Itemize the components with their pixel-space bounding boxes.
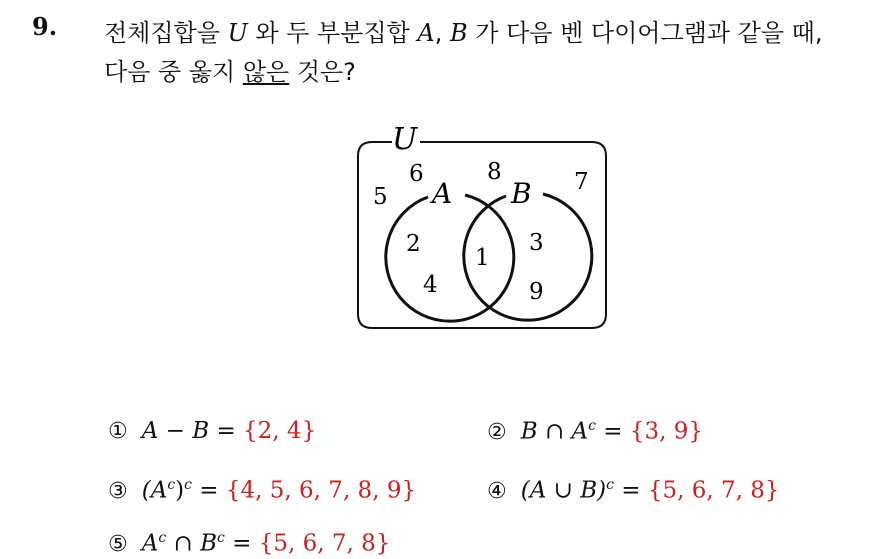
element-9: 9 [529, 279, 544, 305]
question-text-line-2: 다음 중 옳지 않은 것은? [104, 58, 356, 86]
option-2[interactable]: ② B ∩ $A^c = \{3$, 9} [487, 418, 704, 445]
element-6: 6 [409, 161, 424, 187]
var-b: B [450, 19, 468, 47]
option-mark: ⑤ [108, 531, 128, 557]
option-3[interactable]: ③ $(A^c)^c = \{4$, 5, 6, 7, 8, 9} [108, 477, 417, 504]
element-7: 7 [574, 169, 589, 195]
element-8: 8 [487, 159, 502, 185]
var-u: U [227, 19, 248, 47]
element-1: 1 [475, 245, 490, 271]
element-5: 5 [373, 184, 388, 210]
question-number: 9. [32, 12, 58, 41]
element-3: 3 [529, 230, 544, 256]
option-set: {2, 4} [243, 418, 317, 444]
element-4: 4 [423, 272, 438, 298]
set-b-label: B [511, 177, 532, 210]
var-a: A [417, 19, 435, 47]
option-5[interactable]: ⑤ $A^c$ ∩ $B^c = \{5$, 6, 7, 8} [108, 530, 391, 557]
set-a-circle [386, 195, 514, 321]
option-mark: ① [108, 419, 128, 444]
universal-set-label: U [392, 122, 418, 157]
option-set: {4, 5, 6, 7, 8, 9} [225, 477, 417, 504]
option-mark: ③ [108, 478, 128, 504]
option-set: {5, 6, 7, 8} [647, 477, 780, 504]
question-text-line-1: 전체집합을 U 와 두 부분집합 A, B 가 다음 벤 다이어그램과 같을 때, [104, 19, 823, 47]
option-mark: ④ [487, 478, 507, 504]
set-a-label: A [432, 177, 453, 210]
option-set: {3, 9} [629, 418, 704, 445]
element-2: 2 [406, 231, 421, 257]
option-4[interactable]: ④ (A ∪ B)$^c$ = {5, 6, 7, 8} [487, 477, 780, 504]
option-1[interactable]: ① A − B = {2, 4} [108, 418, 317, 444]
underlined-word: 않은 [242, 58, 290, 86]
option-set: {5, 6, 7, 8} [258, 530, 391, 557]
option-mark: ② [487, 419, 507, 445]
